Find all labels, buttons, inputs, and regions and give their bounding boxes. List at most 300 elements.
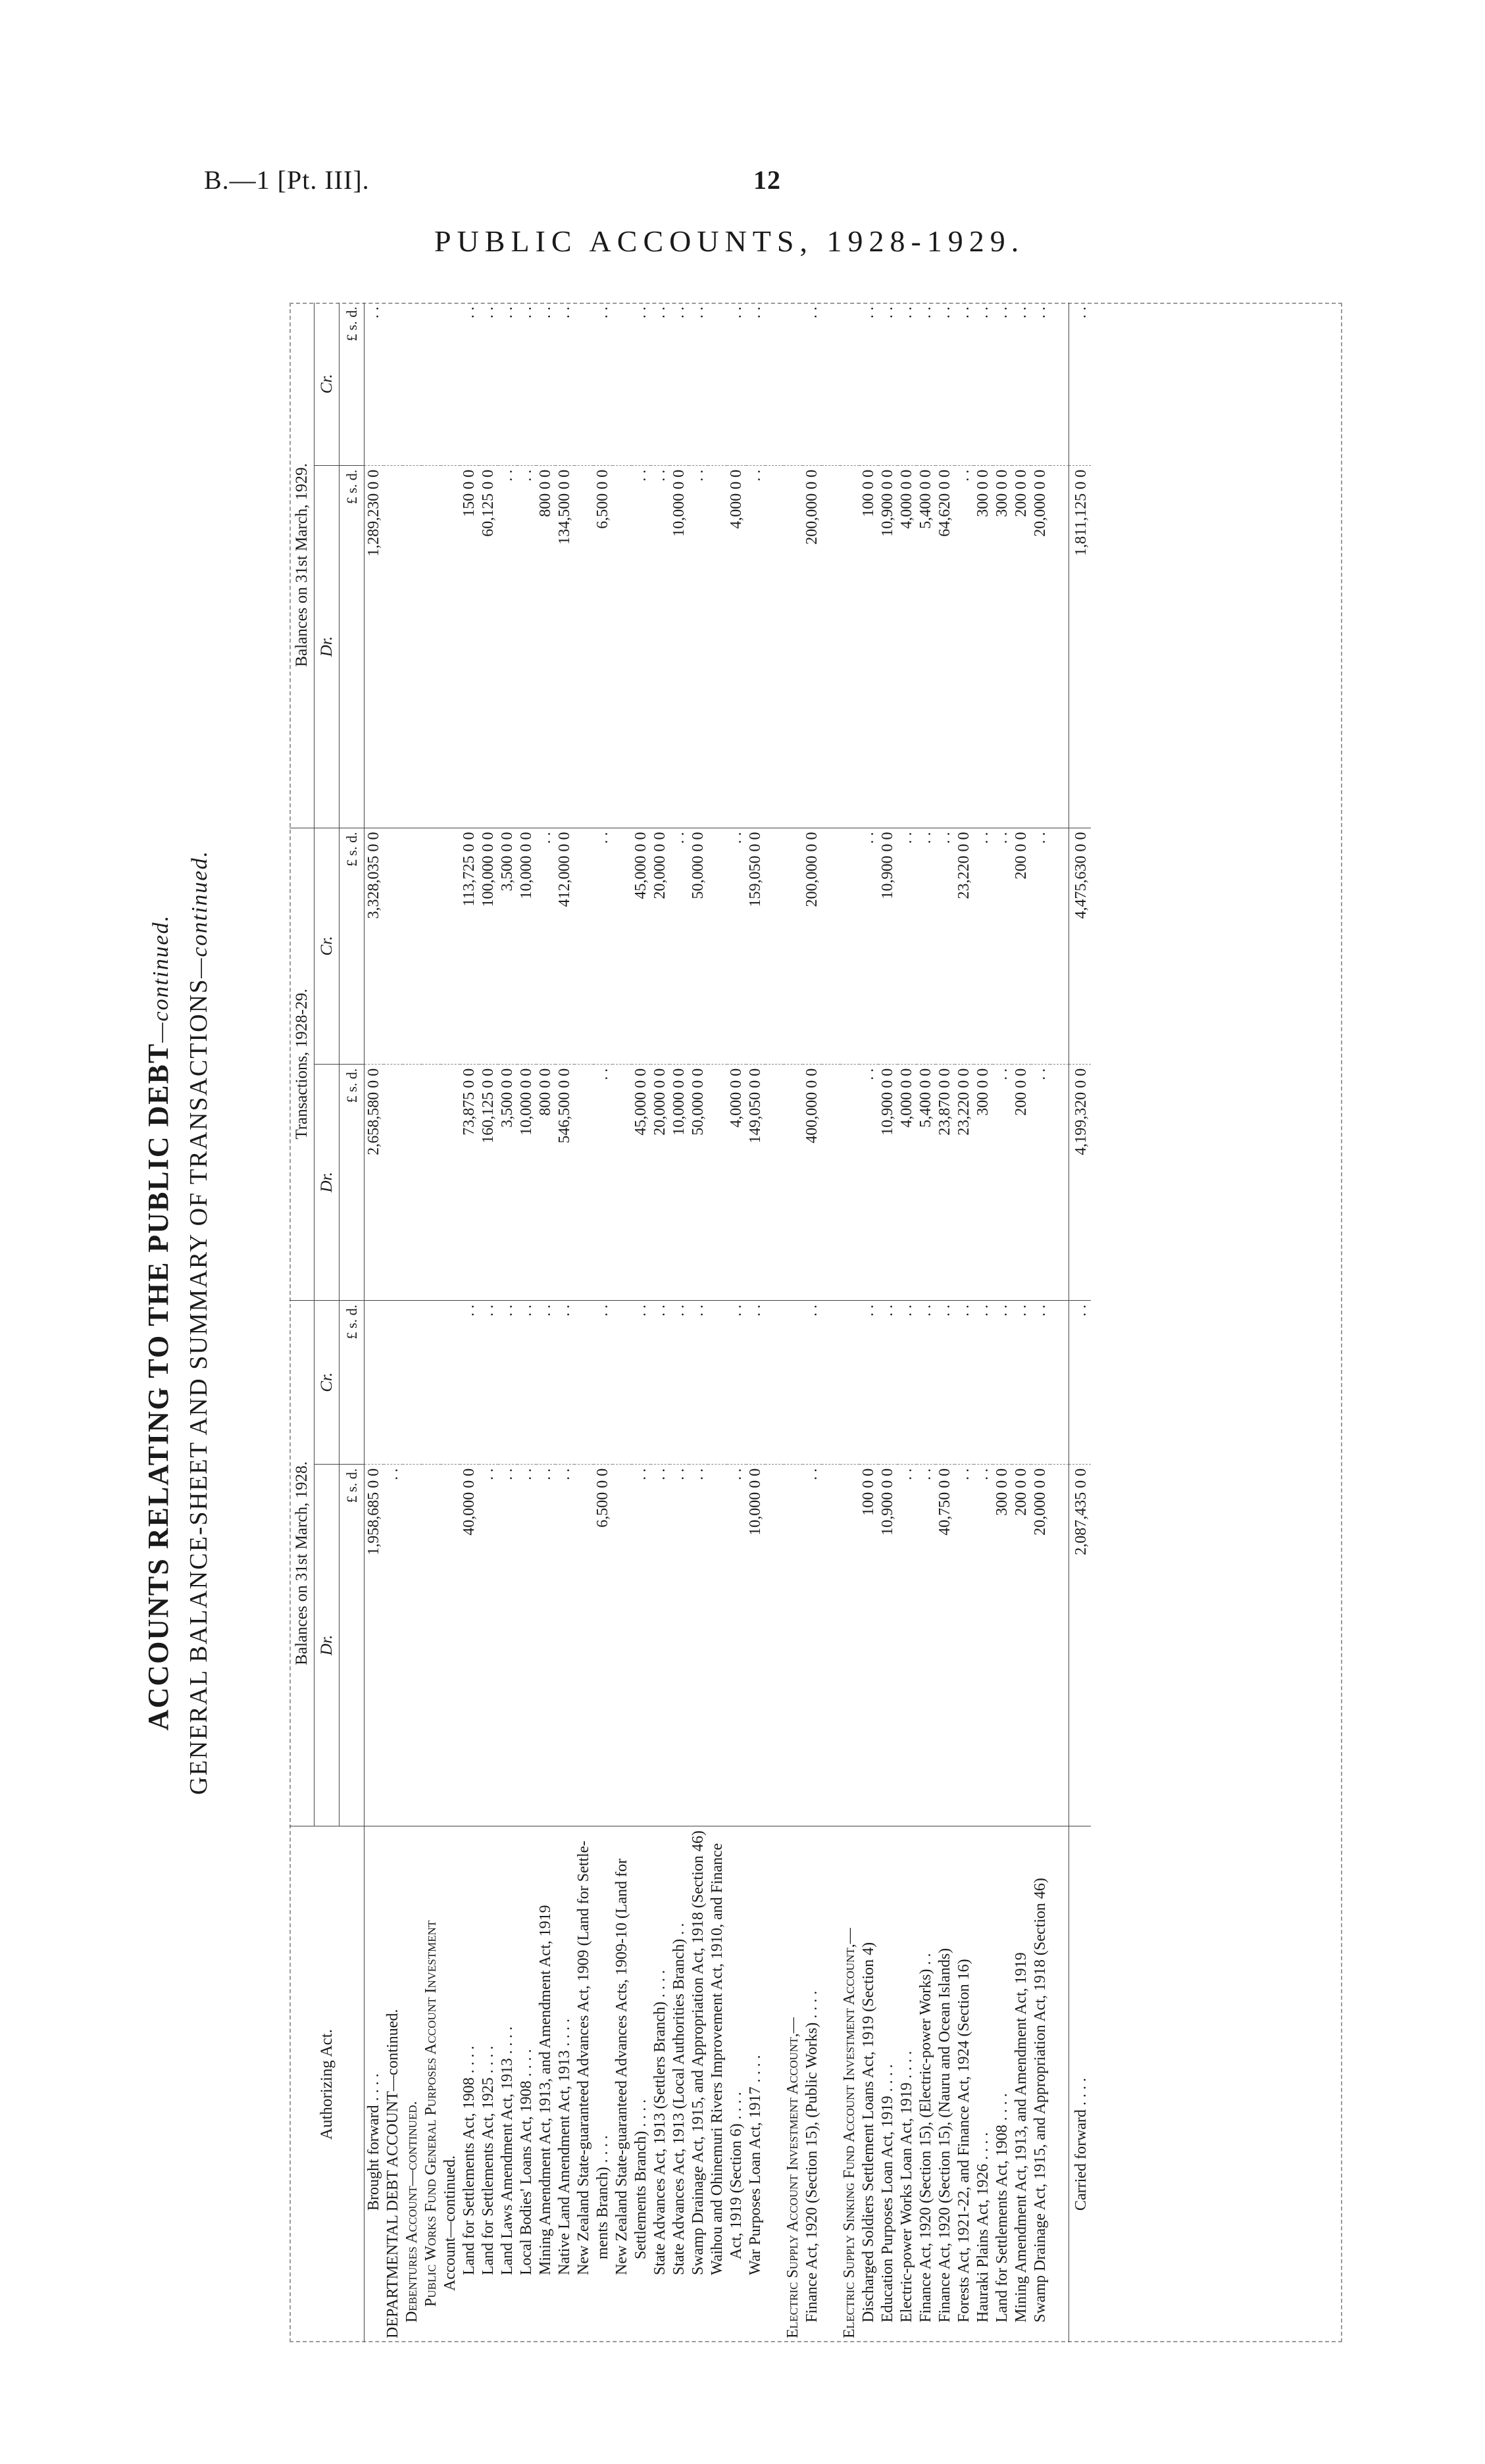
cell-value: . . bbox=[593, 1064, 613, 1300]
cell-value bbox=[384, 828, 403, 1064]
row-label: Waihou and Ohinemuri Rivers Improvement Act, 1910, and Finance bbox=[709, 1843, 726, 2275]
table-row bbox=[917, 303, 936, 2342]
cell-value: . . bbox=[859, 1300, 878, 1464]
unit-label: £ s. d. bbox=[340, 1464, 365, 1826]
cell-value bbox=[765, 1300, 784, 1464]
table-row bbox=[746, 303, 765, 2342]
cell-value: 45,000 0 0 bbox=[632, 1064, 651, 1300]
cell-value: 4,000 0 0 bbox=[727, 1064, 746, 1300]
cell-value: 10,900 0 0 bbox=[878, 1464, 897, 1826]
cell-value: . . bbox=[536, 828, 555, 1064]
cell-value: . . bbox=[670, 1464, 689, 1826]
cell-value: . . bbox=[746, 1300, 765, 1464]
cell-value bbox=[422, 828, 441, 1064]
page-number: 12 bbox=[753, 165, 781, 195]
page-title: PUBLIC ACCOUNTS, 1928-1929. bbox=[434, 224, 1025, 258]
cell-value: 800 0 0 bbox=[536, 465, 555, 828]
row-label: Settlements Branch) . . . . bbox=[632, 2099, 649, 2259]
cell-value bbox=[441, 828, 460, 1064]
cell-value: . . bbox=[555, 303, 574, 465]
cell-value: . . bbox=[384, 1464, 403, 1826]
cell-value bbox=[708, 303, 727, 465]
cell-value: . . bbox=[993, 1064, 1012, 1300]
cell-value bbox=[574, 465, 593, 828]
cell-value bbox=[403, 828, 422, 1064]
cell-value bbox=[765, 828, 784, 1064]
cell-value: 113,725 0 0 bbox=[460, 828, 479, 1064]
cell-value: 5,400 0 0 bbox=[917, 1064, 936, 1300]
cell-value: 20,000 0 0 bbox=[1031, 465, 1050, 828]
cell-value: . . bbox=[593, 828, 613, 1064]
cell-value: . . bbox=[651, 465, 670, 828]
row-label: Finance Act, 1920 (Section 15), (Electric-power Works) . . bbox=[917, 1953, 934, 2323]
cell-value: 4,000 0 0 bbox=[727, 465, 746, 828]
cell-value bbox=[822, 1464, 840, 1826]
cell-value: . . bbox=[670, 828, 689, 1064]
cell-value: . . bbox=[878, 303, 897, 465]
cell-value bbox=[403, 303, 422, 465]
cell-value: 3,500 0 0 bbox=[498, 828, 517, 1064]
table-row bbox=[840, 303, 859, 2342]
cell-value: 412,000 0 0 bbox=[555, 828, 574, 1064]
col-dr: Dr. bbox=[315, 1464, 340, 1826]
row-label: DEPARTMENTAL DEBT ACCOUNT—continued. bbox=[384, 2009, 401, 2338]
table-row bbox=[784, 303, 803, 2342]
row-label: Mining Amendment Act, 1913, and Amendment Act, 1919 bbox=[537, 1905, 554, 2275]
cell-value: . . bbox=[859, 303, 878, 465]
cell-value: . . bbox=[1031, 1064, 1050, 1300]
cell-value: 10,000 0 0 bbox=[746, 1464, 765, 1826]
row-label: Native Land Amendment Act, 1913 . . . . bbox=[556, 2019, 573, 2275]
row-label bbox=[765, 1826, 784, 2342]
row-label: Land for Settlements Act, 1908 . . . . bbox=[994, 2093, 1011, 2323]
row-label: New Zealand State-guaranteed Advances Acts, 1909-10 (Land for bbox=[613, 1858, 630, 2275]
table-row bbox=[651, 303, 670, 2342]
cell-value: . . bbox=[727, 1300, 746, 1464]
cell-value bbox=[574, 1064, 593, 1300]
cell-value bbox=[441, 1064, 460, 1300]
cell-value: . . bbox=[955, 303, 974, 465]
cell-value bbox=[441, 1300, 460, 1464]
cell-value: 20,000 0 0 bbox=[1031, 1464, 1050, 1826]
cell-value bbox=[708, 1464, 727, 1826]
cell-value bbox=[403, 1464, 422, 1826]
cell-value: . . bbox=[917, 828, 936, 1064]
cell-value bbox=[708, 1064, 727, 1300]
cell-value bbox=[1050, 1464, 1069, 1826]
cell-value: 10,000 0 0 bbox=[517, 1064, 536, 1300]
cell-value bbox=[822, 1300, 840, 1464]
cell-value: . . bbox=[651, 303, 670, 465]
cell-value: . . bbox=[1031, 828, 1050, 1064]
cell-value bbox=[840, 828, 859, 1064]
page-header-left: B.—1 [Pt. III]. bbox=[204, 165, 370, 195]
row-label: Debentures Account—continued. bbox=[403, 2101, 420, 2323]
row-label: Forests Act, 1921-22, and Finance Act, 1924 (Section 16) bbox=[955, 1959, 972, 2323]
cell-value bbox=[613, 303, 632, 465]
cell-value: . . bbox=[878, 1300, 897, 1464]
cell-value: 150 0 0 bbox=[460, 465, 479, 828]
table-body bbox=[365, 303, 1092, 2342]
unit-label: £ s. d. bbox=[340, 1064, 365, 1300]
cell-value bbox=[384, 465, 403, 828]
cell-value bbox=[384, 1300, 403, 1464]
cell-value: . . bbox=[498, 465, 517, 828]
row-label: Discharged Soldiers Settlement Loans Act, 1919 (Section 4) bbox=[860, 1942, 877, 2323]
cell-value: 2,658,580 0 0 bbox=[365, 1064, 384, 1300]
cell-value bbox=[765, 465, 784, 828]
col-dr: Dr. bbox=[315, 1064, 340, 1300]
cell-value bbox=[403, 1300, 422, 1464]
cell-value: . . bbox=[974, 1300, 993, 1464]
cell-value: 100 0 0 bbox=[859, 1464, 878, 1826]
cell-value: . . bbox=[689, 303, 708, 465]
table-row bbox=[1069, 303, 1092, 2342]
row-label: Finance Act, 1920 (Section 15), (Nauru and Ocean Islands) bbox=[936, 1948, 953, 2323]
cell-value bbox=[422, 1064, 441, 1300]
cell-value: . . bbox=[746, 465, 765, 828]
cell-value: . . bbox=[803, 303, 822, 465]
table-row bbox=[632, 303, 651, 2342]
cell-value bbox=[840, 303, 859, 465]
cell-value: 2,087,435 0 0 bbox=[1069, 1464, 1092, 1826]
row-label: Local Bodies' Loans Act, 1908 . . . . bbox=[518, 2049, 535, 2275]
cell-value: . . bbox=[498, 1300, 517, 1464]
row-label: Carried forward . . . . bbox=[1069, 1826, 1092, 2342]
cell-value: 200 0 0 bbox=[1012, 1064, 1031, 1300]
cell-value: 200 0 0 bbox=[1012, 1464, 1031, 1826]
cell-value: 546,500 0 0 bbox=[555, 1064, 574, 1300]
cell-value: 40,000 0 0 bbox=[460, 1464, 479, 1826]
cell-value: 10,000 0 0 bbox=[517, 828, 536, 1064]
cell-value bbox=[422, 303, 441, 465]
cell-value: . . bbox=[897, 1300, 917, 1464]
cell-value bbox=[574, 303, 593, 465]
row-label: Land for Settlements Act, 1925 . . . . bbox=[480, 2046, 497, 2275]
cell-value: 159,050 0 0 bbox=[746, 828, 765, 1064]
cell-value: . . bbox=[593, 303, 613, 465]
cell-value: 1,289,230 0 0 bbox=[365, 465, 384, 828]
cell-value: . . bbox=[746, 303, 765, 465]
cell-value: 10,900 0 0 bbox=[878, 465, 897, 828]
cell-value: . . bbox=[974, 828, 993, 1064]
cell-value: . . bbox=[651, 1464, 670, 1826]
table-row bbox=[765, 303, 784, 2342]
cell-value: . . bbox=[479, 303, 498, 465]
row-label: Act, 1919 (Section 6) . . . . bbox=[728, 2092, 745, 2259]
rotated-table-region bbox=[142, 303, 1342, 2342]
cell-value: . . bbox=[632, 303, 651, 465]
table-row bbox=[878, 303, 897, 2342]
cell-value: . . bbox=[917, 1464, 936, 1826]
cell-value: . . bbox=[803, 1300, 822, 1464]
cell-value bbox=[1050, 828, 1069, 1064]
cell-value: . . bbox=[479, 1300, 498, 1464]
col-dr: Dr. bbox=[315, 465, 340, 828]
cell-value: . . bbox=[1012, 1300, 1031, 1464]
cell-value: 45,000 0 0 bbox=[632, 828, 651, 1064]
table-row bbox=[384, 303, 403, 2342]
cell-value bbox=[574, 1300, 593, 1464]
cell-value: 1,811,125 0 0 bbox=[1069, 465, 1092, 828]
table-row bbox=[403, 303, 422, 2342]
cell-value: 20,000 0 0 bbox=[651, 828, 670, 1064]
cell-value bbox=[708, 828, 727, 1064]
table-row bbox=[555, 303, 574, 2342]
cell-value: . . bbox=[479, 1464, 498, 1826]
cell-value: 149,050 0 0 bbox=[746, 1064, 765, 1300]
cell-value bbox=[384, 303, 403, 465]
cell-value: 3,328,035 0 0 bbox=[365, 828, 384, 1064]
col-transactions: Transactions, 1928-29. bbox=[289, 828, 315, 1300]
cell-value: . . bbox=[936, 828, 955, 1064]
row-label: Electric-power Works Loan Act, 1919 . . . . bbox=[898, 2051, 915, 2323]
cell-value: . . bbox=[498, 303, 517, 465]
cell-value: 300 0 0 bbox=[974, 465, 993, 828]
cell-value: . . bbox=[727, 303, 746, 465]
cell-value bbox=[765, 1064, 784, 1300]
cell-value: . . bbox=[517, 465, 536, 828]
cell-value bbox=[422, 465, 441, 828]
table-row bbox=[936, 303, 955, 2342]
row-label bbox=[822, 1826, 840, 2342]
row-label: Electric Supply Sinking Fund Account Investment Account,— bbox=[841, 1928, 858, 2338]
row-label: State Advances Act, 1913 (Local Authorities Branch) . . bbox=[670, 1923, 688, 2275]
cell-value bbox=[365, 1300, 384, 1464]
cell-value: 100,000 0 0 bbox=[479, 828, 498, 1064]
row-label: Swamp Drainage Act, 1915, and Appropriation Act, 1918 (Section 46) bbox=[690, 1830, 707, 2275]
cell-value: 300 0 0 bbox=[993, 1464, 1012, 1826]
row-label: New Zealand State-guaranteed Advances Act, 1909 (Land for Settle- bbox=[575, 1840, 592, 2275]
table-row bbox=[536, 303, 555, 2342]
cell-value: . . bbox=[1012, 303, 1031, 465]
cell-value: 10,000 0 0 bbox=[670, 1064, 689, 1300]
cell-value: . . bbox=[974, 1464, 993, 1826]
cell-value bbox=[840, 1464, 859, 1826]
table-row bbox=[1050, 303, 1069, 2342]
cell-value bbox=[784, 1464, 803, 1826]
cell-value: . . bbox=[727, 828, 746, 1064]
cell-value: 200,000 0 0 bbox=[803, 828, 822, 1064]
unit-label: £ s. d. bbox=[340, 465, 365, 828]
cell-value: . . bbox=[1069, 303, 1092, 465]
cell-value: 400,000 0 0 bbox=[803, 1064, 822, 1300]
cell-value bbox=[1050, 1300, 1069, 1464]
cell-value bbox=[1050, 465, 1069, 828]
unit-label: £ s. d. bbox=[340, 828, 365, 1064]
balance-sheet-table bbox=[289, 303, 1091, 2342]
cell-value: . . bbox=[632, 1464, 651, 1826]
cell-value: 73,875 0 0 bbox=[460, 1064, 479, 1300]
table-row bbox=[613, 303, 632, 2342]
cell-value: . . bbox=[365, 303, 384, 465]
table-row bbox=[574, 303, 593, 2342]
cell-value: . . bbox=[917, 303, 936, 465]
cell-value: . . bbox=[1069, 1300, 1092, 1464]
cell-value: . . bbox=[517, 303, 536, 465]
cell-value bbox=[574, 828, 593, 1064]
cell-value: . . bbox=[1031, 1300, 1050, 1464]
cell-value: . . bbox=[936, 303, 955, 465]
cell-value: 10,000 0 0 bbox=[670, 465, 689, 828]
col-cr: Cr. bbox=[315, 1300, 340, 1464]
cell-value bbox=[403, 1064, 422, 1300]
cell-value: 4,199,320 0 0 bbox=[1069, 1064, 1092, 1300]
cell-value: 5,400 0 0 bbox=[917, 465, 936, 828]
table-row bbox=[422, 303, 441, 2342]
cell-value bbox=[422, 1300, 441, 1464]
cell-value: . . bbox=[536, 1464, 555, 1826]
cell-value: . . bbox=[651, 1300, 670, 1464]
cell-value bbox=[822, 1064, 840, 1300]
cell-value: 50,000 0 0 bbox=[689, 828, 708, 1064]
col-balances-1929: Balances on 31st March, 1929. bbox=[289, 303, 315, 828]
col-cr: Cr. bbox=[315, 828, 340, 1064]
table-row bbox=[689, 303, 708, 2342]
row-label: ments Branch) . . . . bbox=[594, 2135, 611, 2259]
cell-value: . . bbox=[593, 1300, 613, 1464]
cell-value: 300 0 0 bbox=[993, 465, 1012, 828]
cell-value bbox=[613, 828, 632, 1064]
row-label: Electric Supply Account Investment Account,— bbox=[784, 2017, 801, 2338]
cell-value: 100 0 0 bbox=[859, 465, 878, 828]
cell-value: . . bbox=[859, 1064, 878, 1300]
row-label: Mining Amendment Act, 1913, and Amendment Act, 1919 bbox=[1013, 1952, 1030, 2323]
cell-value: 1,958,685 0 0 bbox=[365, 1464, 384, 1826]
cell-value: 4,000 0 0 bbox=[897, 1064, 917, 1300]
cell-value: 3,500 0 0 bbox=[498, 1064, 517, 1300]
cell-value: . . bbox=[632, 465, 651, 828]
cell-value: . . bbox=[936, 1300, 955, 1464]
table-row bbox=[593, 303, 613, 2342]
cell-value bbox=[840, 1064, 859, 1300]
table-row bbox=[955, 303, 974, 2342]
row-label: State Advances Act, 1913 (Settlers Branch) . . . . bbox=[651, 1970, 668, 2275]
cell-value: . . bbox=[993, 1300, 1012, 1464]
table-row bbox=[803, 303, 822, 2342]
table-row bbox=[822, 303, 840, 2342]
row-label: Account—continued. bbox=[441, 2155, 459, 2291]
cell-value bbox=[765, 303, 784, 465]
cell-value: 23,220 0 0 bbox=[955, 1064, 974, 1300]
table-row bbox=[498, 303, 517, 2342]
cell-value bbox=[422, 1464, 441, 1826]
cell-value: 10,900 0 0 bbox=[878, 828, 897, 1064]
table-row bbox=[479, 303, 498, 2342]
table-row bbox=[1031, 303, 1050, 2342]
cell-value bbox=[822, 303, 840, 465]
cell-value bbox=[574, 1464, 593, 1826]
cell-value: 64,620 0 0 bbox=[936, 465, 955, 828]
cell-value: . . bbox=[689, 1300, 708, 1464]
cell-value: 300 0 0 bbox=[974, 1064, 993, 1300]
table-row bbox=[708, 303, 727, 2342]
cell-value: . . bbox=[517, 1464, 536, 1826]
cell-value bbox=[384, 1064, 403, 1300]
cell-value: . . bbox=[955, 465, 974, 828]
cell-value bbox=[784, 828, 803, 1064]
cell-value: 50,000 0 0 bbox=[689, 1064, 708, 1300]
cell-value bbox=[708, 1300, 727, 1464]
cell-value: 10,900 0 0 bbox=[878, 1064, 897, 1300]
row-label: Swamp Drainage Act, 1915, and Appropriation Act, 1918 (Section 46) bbox=[1032, 1878, 1049, 2323]
table-row bbox=[441, 303, 460, 2342]
cell-value: . . bbox=[974, 303, 993, 465]
cell-value: . . bbox=[670, 303, 689, 465]
table-title: ACCOUNTS RELATING TO THE PUBLIC DEBT—continued. bbox=[142, 914, 174, 1731]
cell-value bbox=[613, 465, 632, 828]
table-subtitle: GENERAL BALANCE-SHEET AND SUMMARY OF TRANSACTIONS—continued. bbox=[185, 849, 213, 1796]
cell-value: . . bbox=[897, 303, 917, 465]
row-label: Land for Settlements Act, 1908 . . . . bbox=[461, 2046, 478, 2275]
cell-value: . . bbox=[498, 1464, 517, 1826]
unit-label: £ s. d. bbox=[340, 1300, 365, 1464]
cell-value: 134,500 0 0 bbox=[555, 465, 574, 828]
cell-value bbox=[441, 1464, 460, 1826]
cell-value bbox=[822, 828, 840, 1064]
cell-value bbox=[765, 1464, 784, 1826]
cell-value: 20,000 0 0 bbox=[651, 1064, 670, 1300]
cell-value bbox=[840, 1300, 859, 1464]
table-row bbox=[993, 303, 1012, 2342]
cell-value: . . bbox=[689, 1464, 708, 1826]
table-row bbox=[727, 303, 746, 2342]
cell-value: . . bbox=[917, 1300, 936, 1464]
cell-value: 200,000 0 0 bbox=[803, 465, 822, 828]
cell-value: 4,000 0 0 bbox=[897, 465, 917, 828]
cell-value: . . bbox=[897, 828, 917, 1064]
table-row bbox=[974, 303, 993, 2342]
cell-value bbox=[840, 465, 859, 828]
cell-value: . . bbox=[517, 1300, 536, 1464]
cell-value: . . bbox=[955, 1300, 974, 1464]
cell-value: . . bbox=[1031, 303, 1050, 465]
cell-value: . . bbox=[859, 828, 878, 1064]
cell-value: 23,220 0 0 bbox=[955, 828, 974, 1064]
cell-value: . . bbox=[689, 465, 708, 828]
cell-value: . . bbox=[555, 1464, 574, 1826]
cell-value bbox=[613, 1064, 632, 1300]
cell-value: 200 0 0 bbox=[1012, 828, 1031, 1064]
cell-value: . . bbox=[536, 1300, 555, 1464]
cell-value bbox=[441, 303, 460, 465]
table-row bbox=[365, 303, 384, 2342]
cell-value bbox=[441, 465, 460, 828]
cell-value bbox=[784, 1300, 803, 1464]
row-label: Finance Act, 1920 (Section 15), (Public Works) . . . . bbox=[803, 1990, 820, 2323]
row-label: Public Works Fund General Purposes Account Investment bbox=[422, 1920, 440, 2307]
cell-value: 40,750 0 0 bbox=[936, 1464, 955, 1826]
row-label: Education Purposes Loan Act, 1919 . . . . bbox=[879, 2064, 896, 2323]
col-authorizing-act: Authorizing Act. bbox=[289, 1826, 365, 2342]
cell-value: . . bbox=[897, 1464, 917, 1826]
cell-value: . . bbox=[536, 303, 555, 465]
cell-value: . . bbox=[993, 303, 1012, 465]
row-label: Brought forward . . . . bbox=[365, 2073, 382, 2211]
cell-value bbox=[613, 1464, 632, 1826]
cell-value: . . bbox=[803, 1464, 822, 1826]
cell-value: . . bbox=[460, 303, 479, 465]
cell-value bbox=[822, 465, 840, 828]
cell-value: 23,870 0 0 bbox=[936, 1064, 955, 1300]
cell-value: 4,475,630 0 0 bbox=[1069, 828, 1092, 1064]
cell-value: 160,125 0 0 bbox=[479, 1064, 498, 1300]
table-row bbox=[897, 303, 917, 2342]
unit-label: £ s. d. bbox=[340, 303, 365, 465]
cell-value: 6,500 0 0 bbox=[593, 465, 613, 828]
col-balances-1928: Balances on 31st March, 1928. bbox=[289, 1300, 315, 1826]
cell-value: . . bbox=[670, 1300, 689, 1464]
